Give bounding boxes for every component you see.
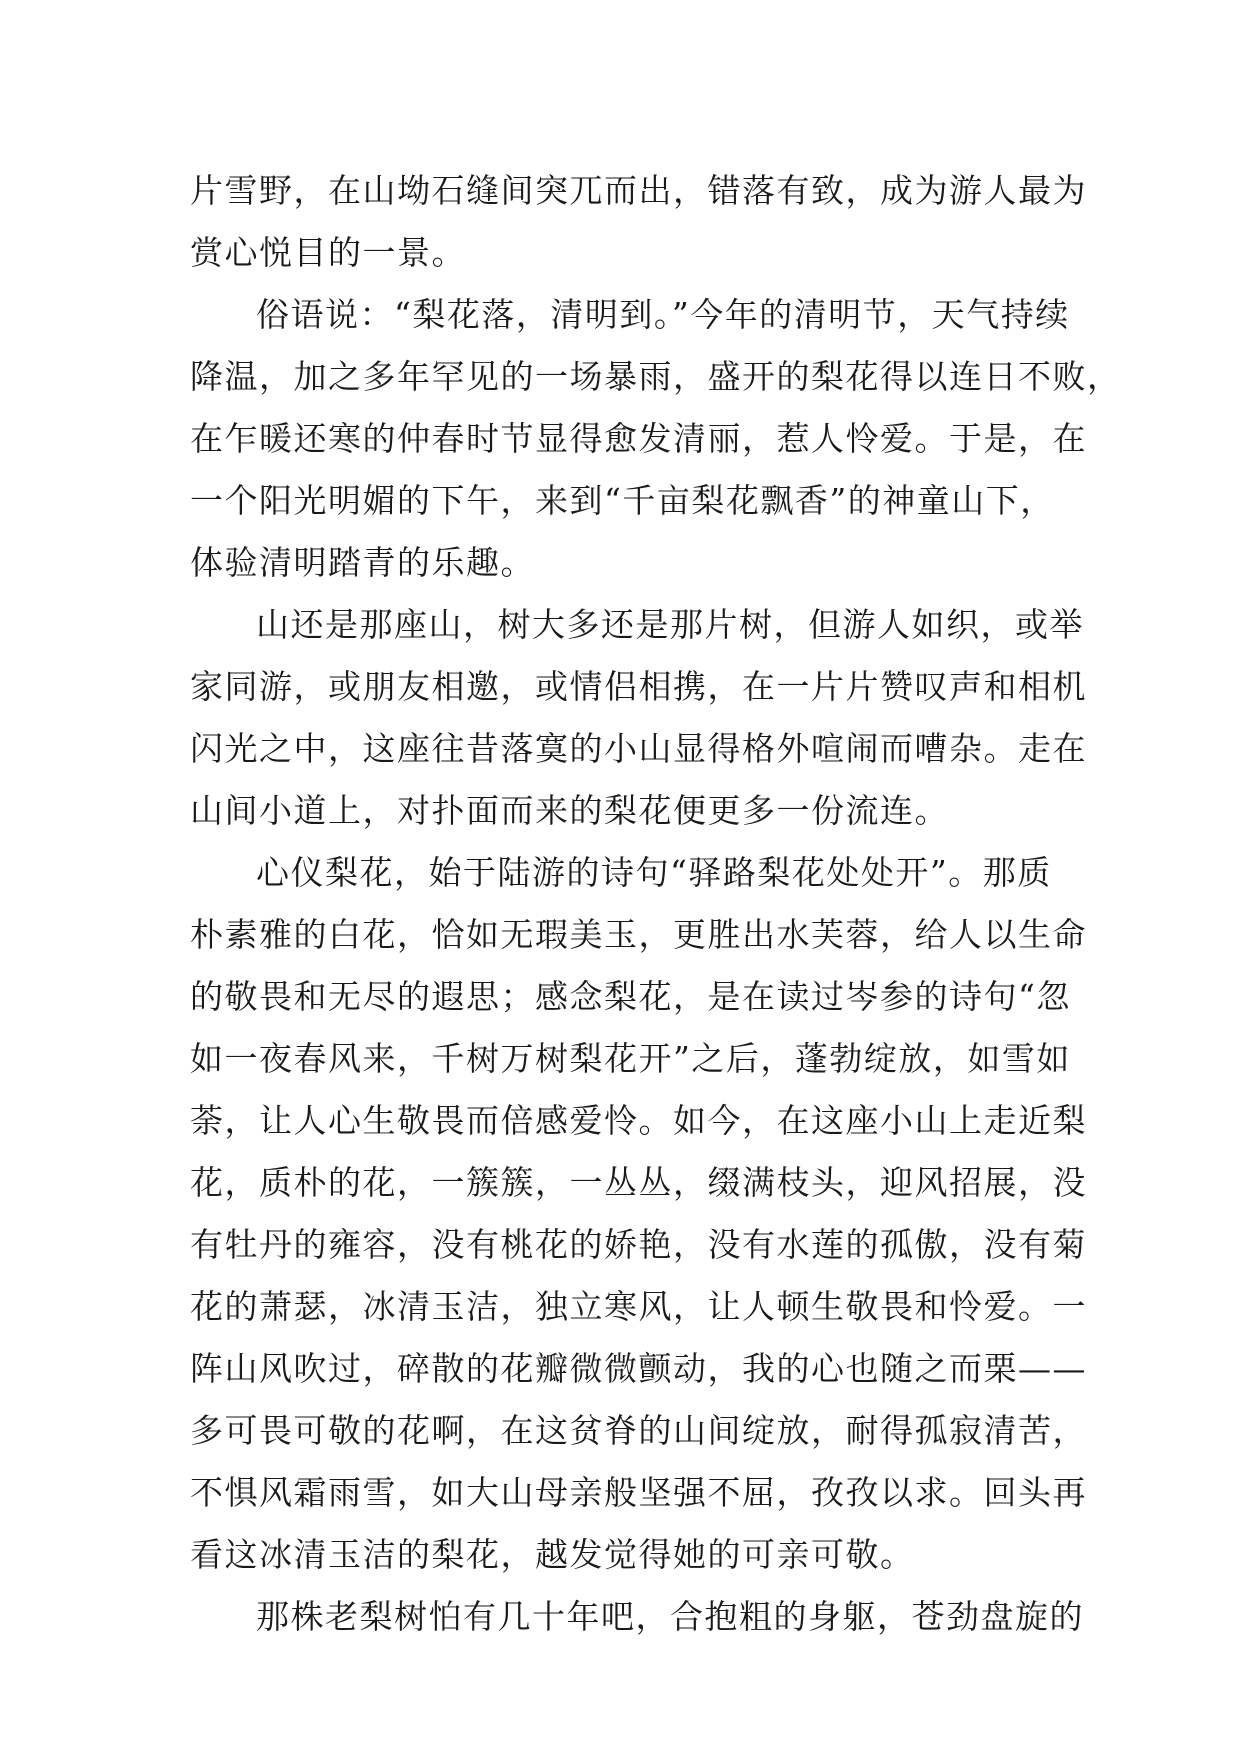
- text-line: 闪光之中，这座往昔落寞的小山显得格外喧闹而嘈杂。走在: [190, 729, 1087, 768]
- article-body: [190, 160, 1122, 1648]
- text-line: 俗语说：“梨花落，清明到。”今年的清明节，天气持续: [256, 295, 1070, 334]
- text-line: 荼，让人心生敬畏而倍感爱怜。如今，在这座小山上走近梨: [190, 1101, 1087, 1140]
- text-line: 山间小道上，对扑面而来的梨花便更多一份流连。: [190, 791, 949, 830]
- text-line: 那株老梨树怕有几十年吧，合抱粗的身躯，苍劲盘旋的: [256, 1597, 1084, 1636]
- text-line: 多可畏可敬的花啊，在这贫脊的山间绽放，耐得孤寂清苦，: [190, 1411, 1087, 1450]
- text-line: 朴素雅的白花，恰如无瑕美玉，更胜出水芙蓉，给人以生命: [190, 915, 1087, 954]
- text-line: 花，质朴的花，一簇簇，一丛丛，缀满枝头，迎风招展，没: [190, 1163, 1087, 1202]
- text-line: 看这冰清玉洁的梨花，越发觉得她的可亲可敬。: [190, 1535, 915, 1574]
- text-line: 不惧风霜雨雪，如大山母亲般坚强不屈，孜孜以求。回头再: [190, 1473, 1087, 1512]
- text-line: 片雪野，在山坳石缝间突兀而出，错落有致，成为游人最为: [190, 171, 1087, 210]
- text-line: 有牡丹的雍容，没有桃花的娇艳，没有水莲的孤傲，没有菊: [190, 1225, 1087, 1264]
- text-line: 一个阳光明媚的下午，来到“千亩梨花飘香”的神童山下，: [190, 481, 1055, 520]
- text-line: 花的萧瑟，冰清玉洁，独立寒风，让人顿生敬畏和怜爱。一: [190, 1287, 1087, 1326]
- text-line: 的敬畏和无尽的遐思；感念梨花，是在读过岑参的诗句“忽: [190, 977, 1071, 1016]
- text-line: 降温，加之多年罕见的一场暴雨，盛开的梨花得以连日不败，: [190, 357, 1122, 396]
- text-line: 心仪梨花，始于陆游的诗句“驿路梨花处处开”。那质: [256, 853, 1052, 892]
- text-line: 在乍暖还寒的仲春时节显得愈发清丽，惹人怜爱。于是，在: [190, 419, 1087, 458]
- text-line: 体验清明踏青的乐趣。: [190, 543, 535, 582]
- text-line: 阵山风吹过，碎散的花瓣微微颤动，我的心也随之而栗——: [190, 1349, 1087, 1388]
- text-line: 山还是那座山，树大多还是那片树，但游人如织，或举: [256, 605, 1084, 644]
- text-line: 家同游，或朋友相邀，或情侣相携，在一片片赞叹声和相机: [190, 667, 1087, 706]
- text-line: 如一夜春风来，千树万树梨花开”之后，蓬勃绽放，如雪如: [190, 1039, 1071, 1078]
- text-line: 赏心悦目的一景。: [190, 233, 466, 272]
